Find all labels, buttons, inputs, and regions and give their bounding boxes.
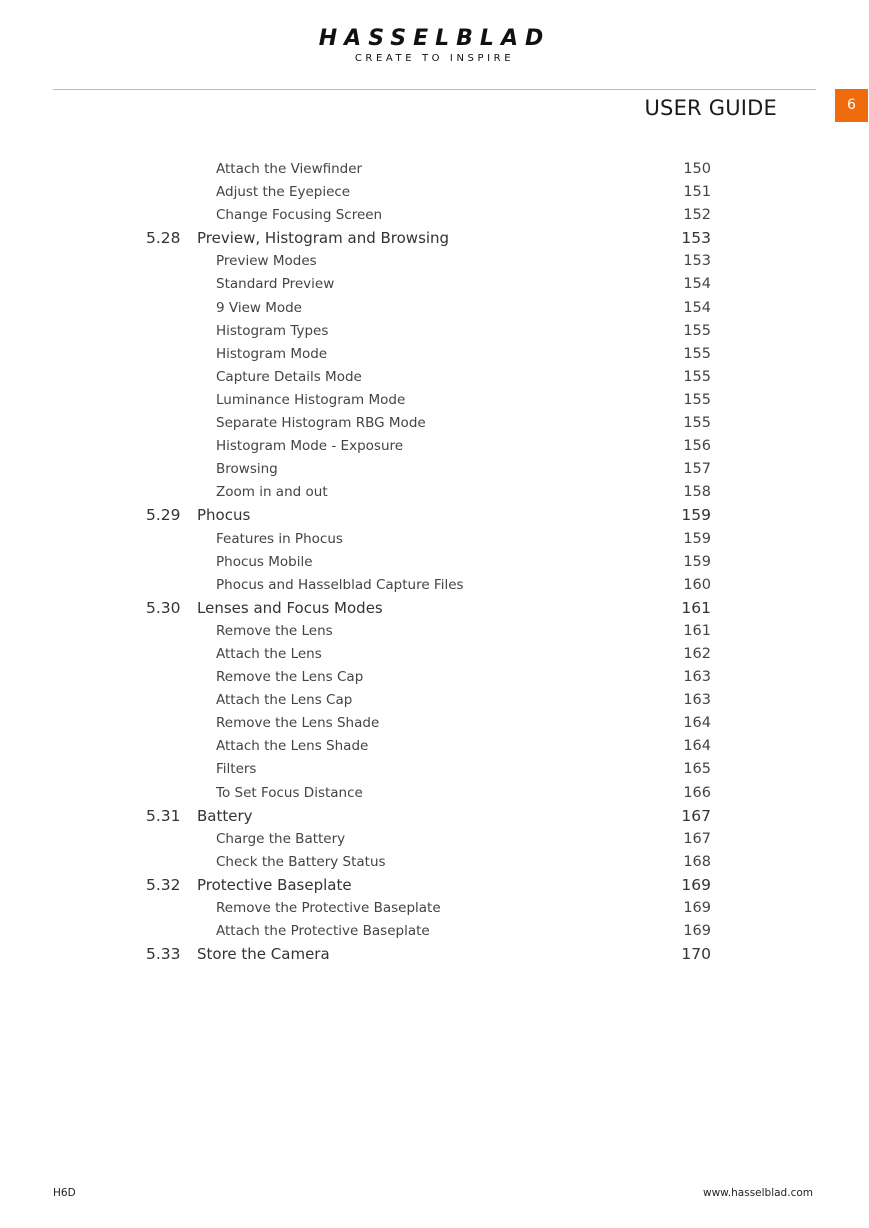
toc-entry-title: Battery: [197, 806, 253, 825]
toc-page-number: 152: [683, 207, 711, 224]
toc-subsection-entry[interactable]: [0, 273, 869, 296]
toc-subsection-entry[interactable]: [0, 920, 869, 943]
toc-entry-title: Attach the Lens Cap: [216, 692, 353, 709]
footer-model: H6D: [53, 1187, 76, 1199]
toc-page-number: 159: [683, 530, 711, 547]
toc-entry-title: Zoom in and out: [216, 484, 328, 501]
toc-subsection-entry[interactable]: [0, 297, 869, 320]
toc-entry-title: Attach the Viewfinder: [216, 161, 363, 177]
toc-entry-title: Histogram Types: [216, 322, 329, 339]
toc-page-number: 169: [683, 900, 711, 916]
toc-page-number: 164: [683, 715, 711, 732]
toc-page-number: 154: [683, 276, 711, 293]
toc-page-number: 155: [683, 415, 711, 432]
toc-page-number: 158: [683, 484, 711, 501]
toc-page-number: 159: [681, 506, 711, 525]
toc-page-number: 155: [683, 322, 711, 339]
toc-entry-title: Lenses and Focus Modes: [197, 598, 383, 617]
toc-subsection-entry[interactable]: [0, 551, 869, 574]
toc-subsection-entry[interactable]: [0, 412, 869, 435]
page-title: USER GUIDE: [644, 96, 777, 120]
toc-page-number: 163: [683, 692, 711, 709]
toc-section-number: 5.30: [146, 598, 181, 617]
toc-section-number: 5.32: [146, 875, 181, 894]
toc-subsection-entry[interactable]: [0, 435, 869, 458]
toc-entry-title: To Set Focus Distance: [216, 784, 363, 801]
header-divider: [53, 89, 816, 90]
toc-subsection-entry[interactable]: [0, 204, 869, 227]
toc-page-number: 150: [683, 161, 711, 177]
toc-subsection-entry[interactable]: [0, 897, 869, 920]
toc-section-number: 5.29: [146, 506, 181, 525]
toc-section-number: 5.31: [146, 806, 181, 825]
toc-subsection-entry[interactable]: [0, 389, 869, 412]
toc-entry-title: Capture Details Mode: [216, 368, 362, 385]
toc-subsection-entry[interactable]: [0, 250, 869, 273]
toc-entry-title: Remove the Lens Shade: [216, 715, 380, 732]
toc-entry-title: Store the Camera: [197, 945, 330, 964]
toc-subsection-entry[interactable]: [0, 574, 869, 597]
toc-subsection-entry[interactable]: [0, 712, 869, 735]
toc-entry-title: Preview Modes: [216, 253, 317, 270]
toc-entry-title: Filters: [216, 761, 257, 778]
toc-page-number: 153: [683, 253, 711, 270]
toc-page-number: 163: [683, 669, 711, 686]
toc-page-number: 161: [681, 598, 711, 617]
toc-page-number: 166: [683, 784, 711, 801]
toc-entry-title: Features in Phocus: [216, 530, 343, 547]
toc-entry-title: Adjust the Eyepiece: [216, 184, 351, 201]
toc-page-number: 168: [683, 853, 711, 870]
toc-page-number: 157: [683, 461, 711, 478]
toc-subsection-entry[interactable]: [0, 758, 869, 781]
toc-subsection-entry[interactable]: [0, 528, 869, 551]
toc-page-number: 161: [683, 622, 711, 639]
toc-entry-title: 9 View Mode: [216, 299, 302, 316]
toc-subsection-entry[interactable]: [0, 366, 869, 389]
toc-section-entry[interactable]: [0, 597, 869, 620]
toc-page-number: 169: [681, 875, 711, 894]
toc-section-entry[interactable]: [0, 805, 869, 828]
toc-page-number: 160: [683, 576, 711, 593]
page-number-badge: 6: [835, 89, 868, 122]
toc-subsection-entry[interactable]: [0, 782, 869, 805]
toc-entry-title: Phocus: [197, 506, 251, 525]
brand-tagline: CREATE TO INSPIRE: [354, 53, 515, 64]
toc-entry-title: Attach the Lens Shade: [216, 738, 369, 755]
toc-subsection-entry[interactable]: [0, 158, 869, 181]
toc-entry-title: Preview, Histogram and Browsing: [197, 229, 450, 248]
toc-entry-title: Remove the Lens: [216, 622, 333, 639]
toc-entry-title: Change Focusing Screen: [216, 207, 383, 224]
toc-subsection-entry[interactable]: [0, 643, 869, 666]
toc-section-entry[interactable]: [0, 943, 869, 966]
toc-subsection-entry[interactable]: [0, 666, 869, 689]
toc-entry-title: Check the Battery Status: [216, 853, 386, 870]
toc-page-number: 154: [683, 299, 711, 316]
toc-subsection-entry[interactable]: [0, 828, 869, 851]
toc-page-number: 155: [683, 368, 711, 385]
toc-section-number: 5.28: [146, 229, 181, 248]
table-of-contents: [0, 158, 869, 966]
footer-website: www.hasselblad.com: [703, 1187, 813, 1199]
toc-entry-title: Separate Histogram RBG Mode: [216, 415, 426, 432]
toc-subsection-entry[interactable]: [0, 458, 869, 481]
toc-page-number: 155: [683, 391, 711, 408]
toc-page-number: 151: [683, 184, 711, 201]
toc-page-number: 156: [683, 438, 711, 455]
toc-entry-title: Attach the Protective Baseplate: [216, 923, 430, 940]
toc-page-number: 159: [683, 553, 711, 570]
toc-entry-title: Luminance Histogram Mode: [216, 391, 406, 408]
toc-page-number: 167: [681, 806, 711, 825]
toc-subsection-entry[interactable]: [0, 851, 869, 874]
toc-subsection-entry[interactable]: [0, 481, 869, 504]
toc-section-entry[interactable]: [0, 504, 869, 527]
toc-entry-title: Charge the Battery: [216, 830, 346, 847]
toc-subsection-entry[interactable]: [0, 689, 869, 712]
toc-subsection-entry[interactable]: [0, 620, 869, 643]
toc-page-number: 169: [683, 923, 711, 940]
toc-page-number: 162: [683, 645, 711, 662]
toc-entry-title: Phocus and Hasselblad Capture Files: [216, 576, 464, 593]
toc-entry-title: Protective Baseplate: [197, 875, 352, 894]
toc-entry-title: Remove the Lens Cap: [216, 669, 364, 686]
toc-page-number: 153: [681, 229, 711, 248]
toc-entry-title: Standard Preview: [216, 276, 335, 293]
toc-subsection-entry[interactable]: [0, 735, 869, 758]
toc-page-number: 170: [681, 945, 711, 964]
brand-logo: HASSELBLAD: [318, 26, 551, 51]
toc-entry-title: Histogram Mode: [216, 345, 328, 362]
toc-subsection-entry[interactable]: [0, 343, 869, 366]
toc-subsection-entry[interactable]: [0, 181, 869, 204]
toc-page-number: 167: [683, 830, 711, 847]
toc-entry-title: Remove the Protective Baseplate: [216, 900, 441, 916]
toc-page-number: 164: [683, 738, 711, 755]
toc-section-number: 5.33: [146, 945, 181, 964]
toc-entry-title: Browsing: [216, 461, 278, 478]
toc-entry-title: Phocus Mobile: [216, 553, 313, 570]
toc-entry-title: Histogram Mode - Exposure: [216, 438, 404, 455]
toc-page-number: 155: [683, 345, 711, 362]
toc-section-entry[interactable]: [0, 227, 869, 250]
toc-section-entry[interactable]: [0, 874, 869, 897]
toc-page-number: 165: [683, 761, 711, 778]
toc-subsection-entry[interactable]: [0, 320, 869, 343]
toc-entry-title: Attach the Lens: [216, 645, 322, 662]
